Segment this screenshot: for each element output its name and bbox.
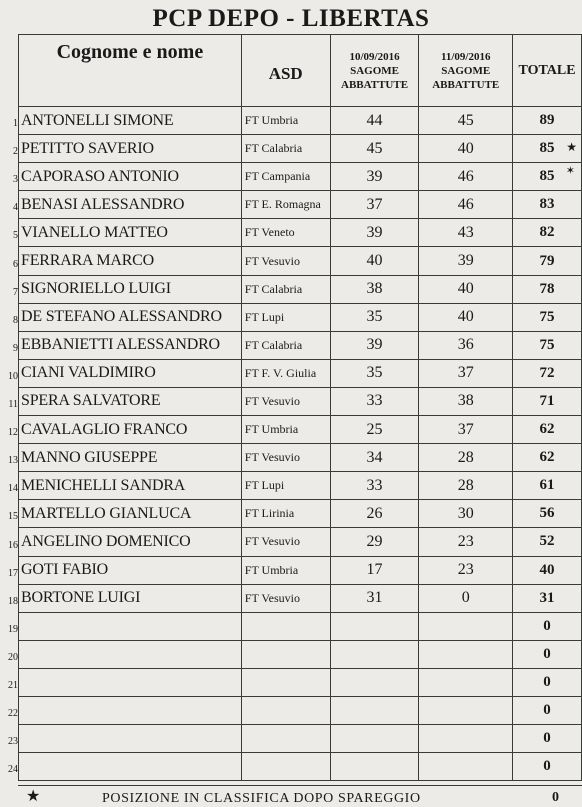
score-day1: [330, 107, 419, 135]
participant-asd-text: FT F. V. Giulia: [244, 365, 317, 380]
table-row: [19, 359, 582, 387]
header-day2-line2: ABBATTUTE: [432, 78, 500, 91]
score-total-text: 0: [543, 702, 551, 719]
participant-asd: [241, 500, 330, 528]
table-row: [19, 584, 582, 612]
score-total-text: 62: [539, 449, 555, 466]
score-day1: [330, 556, 419, 584]
score-total-text: 78: [539, 280, 555, 297]
score-day1: [330, 472, 419, 500]
participant-name-text: EBBANIETTI ALESSANDRO: [21, 336, 220, 354]
score-day1: [330, 753, 419, 781]
row-number: 16: [8, 539, 18, 551]
table-row: [19, 219, 582, 247]
score-day2-text: 38: [457, 392, 474, 410]
participant-name: [19, 219, 242, 247]
participant-asd: [241, 303, 330, 331]
score-day1-text: 25: [366, 420, 383, 438]
participant-name: [19, 331, 242, 359]
row-number: 22: [8, 708, 18, 720]
participant-asd: [241, 275, 330, 303]
score-day2: [419, 753, 513, 781]
score-day2: [419, 725, 513, 753]
participant-name-text: DE STEFANO ALESSANDRO: [21, 308, 222, 326]
participant-name: [19, 387, 242, 415]
participant-asd-text: FT Umbria: [244, 422, 299, 437]
score-day2: [419, 359, 513, 387]
score-total-text: 31: [539, 589, 555, 606]
star-icon: ★: [26, 788, 41, 805]
header-day2-date: 11/09/2016: [440, 50, 491, 63]
score-day2: [419, 247, 513, 275]
score-total: [513, 219, 582, 247]
score-day1-text: 31: [366, 589, 383, 607]
participant-asd-text: FT Campania: [244, 169, 311, 184]
score-total: [513, 416, 582, 444]
score-day1-text: 33: [366, 392, 383, 410]
participant-name-text: CIANI VALDIMIRO: [21, 364, 156, 382]
score-day2: [419, 444, 513, 472]
participant-name-text: CAPORASO ANTONIO: [21, 167, 179, 185]
row-number: 21: [8, 680, 18, 691]
score-day1: [330, 163, 419, 191]
row-number: 9: [13, 342, 18, 354]
score-day2-text: 40: [457, 280, 474, 298]
score-day1-text: 39: [366, 223, 383, 241]
score-total-text: 85: [539, 140, 555, 157]
participant-asd-text: FT E. Romagna: [244, 197, 321, 212]
row-number: 14: [8, 483, 18, 495]
score-day1-text: 17: [366, 561, 383, 579]
score-total: [513, 556, 582, 584]
score-day1: [330, 584, 419, 612]
score-day1: [330, 528, 419, 556]
score-day1-text: 35: [366, 308, 383, 326]
score-day2: [419, 163, 513, 191]
header-day2-line1: SAGOME: [441, 64, 491, 77]
participant-asd-text: FT Calabria: [244, 337, 303, 352]
participant-asd-text: FT Calabria: [244, 281, 303, 296]
score-day1-text: 37: [366, 195, 383, 213]
score-total-text: 52: [539, 533, 555, 550]
participant-name: [19, 163, 242, 191]
score-total-text: 71: [539, 392, 555, 409]
score-total-text: 82: [539, 224, 555, 241]
score-day2-text: 23: [457, 561, 474, 579]
participant-name-text: GOTI FABIO: [21, 561, 109, 579]
participant-name: [19, 668, 242, 696]
row-number: 10: [8, 370, 18, 382]
score-total-text: 89: [539, 112, 555, 129]
document-title: PCP DEPO - LIBERTAS: [152, 5, 430, 32]
score-day2-text: 46: [457, 195, 474, 213]
participant-name-text: MANNO GIUSEPPE: [21, 448, 158, 466]
score-total-text: 75: [539, 308, 555, 325]
table-row: [19, 331, 582, 359]
participant-asd: [241, 444, 330, 472]
participant-name: [19, 416, 242, 444]
score-day2-text: 36: [457, 336, 474, 354]
score-day1-text: 39: [366, 167, 383, 185]
participant-name-text: BENASI ALESSANDRO: [21, 195, 185, 213]
score-day1: [330, 359, 419, 387]
score-day1: [330, 303, 419, 331]
table-row: [19, 387, 582, 415]
score-total: [513, 107, 582, 135]
participant-asd: [241, 696, 330, 724]
score-total: [513, 275, 582, 303]
header-name: Cognome e nome: [19, 35, 242, 107]
footer-value: 0: [552, 790, 559, 805]
score-day1-text: 29: [366, 532, 383, 550]
participant-name: [19, 444, 242, 472]
score-day1: [330, 331, 419, 359]
participant-name: [19, 584, 242, 612]
score-total-text: 61: [539, 477, 555, 494]
score-total: [513, 247, 582, 275]
score-total: [513, 725, 582, 753]
participant-name: [19, 359, 242, 387]
participant-asd: [241, 219, 330, 247]
score-day1: [330, 416, 419, 444]
score-day1: [330, 500, 419, 528]
score-day1-text: 34: [366, 448, 383, 466]
participant-asd: [241, 107, 330, 135]
score-total-text: 75: [539, 336, 555, 353]
score-day1: [330, 191, 419, 219]
participant-name: [19, 191, 242, 219]
score-day1: [330, 219, 419, 247]
table-row: [19, 163, 582, 191]
star-icon: ✶: [565, 165, 575, 178]
participant-asd: [241, 640, 330, 668]
participant-asd: [241, 387, 330, 415]
row-number: 8: [13, 314, 18, 326]
score-day1: [330, 696, 419, 724]
table-row: [19, 753, 582, 781]
score-total-text: 62: [539, 421, 555, 438]
participant-name: [19, 275, 242, 303]
score-day2-text: 0: [461, 589, 470, 607]
participant-name: [19, 135, 242, 163]
participant-asd: [241, 725, 330, 753]
row-number: 5: [13, 230, 18, 242]
score-total-text: 83: [539, 196, 555, 213]
participant-name: [19, 640, 242, 668]
table-row: [19, 556, 582, 584]
score-day2: [419, 668, 513, 696]
participant-asd-text: FT Vesuvio: [244, 590, 301, 605]
participant-name-text: MARTELLO GIANLUCA: [21, 504, 192, 522]
score-day2: [419, 331, 513, 359]
header-asd: ASD: [241, 35, 330, 107]
score-total-text: 79: [539, 252, 555, 269]
score-day1: [330, 275, 419, 303]
participant-asd-text: FT Veneto: [244, 225, 295, 240]
participant-name: [19, 612, 242, 640]
score-total-text: 40: [539, 561, 555, 578]
score-day2-text: 30: [457, 504, 474, 522]
row-number: 6: [13, 258, 18, 270]
table-row: [19, 668, 582, 696]
row-number: 20: [8, 651, 18, 663]
score-day2-text: 40: [457, 139, 474, 157]
table-row: [19, 612, 582, 640]
score-day1-text: 33: [366, 476, 383, 494]
score-day2: [419, 135, 513, 163]
table-row: [19, 528, 582, 556]
score-day1: [330, 387, 419, 415]
participant-asd: [241, 359, 330, 387]
score-day2: [419, 556, 513, 584]
score-total-text: 56: [539, 505, 555, 522]
header-day1-date: 10/09/2016: [349, 50, 400, 63]
participant-name-text: MENICHELLI SANDRA: [21, 476, 186, 494]
table-header-row: [19, 35, 582, 107]
participant-asd-text: FT Umbria: [244, 113, 299, 128]
score-day2-text: 37: [457, 364, 474, 382]
score-day2: [419, 191, 513, 219]
score-day2: [419, 640, 513, 668]
score-total: [513, 753, 582, 781]
score-day1-text: 40: [366, 252, 383, 270]
participant-name: [19, 472, 242, 500]
participant-name-text: ANTONELLI SIMONE: [21, 111, 174, 129]
score-total: [513, 612, 582, 640]
score-day2: [419, 612, 513, 640]
score-day2: [419, 500, 513, 528]
score-total: [513, 584, 582, 612]
score-day2: [419, 275, 513, 303]
score-total-text: 0: [543, 617, 551, 634]
participant-name-text: FERRARA MARCO: [21, 252, 154, 270]
score-total-text: 0: [543, 673, 551, 690]
participant-name: [19, 696, 242, 724]
row-number: 18: [8, 595, 18, 607]
table-row: [19, 725, 582, 753]
score-day1: [330, 640, 419, 668]
footer-text: POSIZIONE IN CLASSIFICA DOPO SPAREGGIO: [102, 791, 421, 806]
row-number: 7: [13, 286, 18, 298]
table-row: [19, 135, 582, 163]
score-day2-text: 46: [457, 167, 474, 185]
participant-name: [19, 303, 242, 331]
score-total: [513, 668, 582, 696]
row-number: 2: [13, 146, 18, 158]
table-row: [19, 191, 582, 219]
participant-asd: [241, 416, 330, 444]
score-day2-text: 39: [457, 252, 474, 270]
score-total: [513, 359, 582, 387]
score-day1-text: 39: [366, 336, 383, 354]
score-day2-text: 43: [457, 223, 474, 241]
participant-asd-text: FT Vesuvio: [244, 534, 301, 549]
participant-asd-text: FT Vesuvio: [244, 393, 301, 408]
score-day1: [330, 444, 419, 472]
results-table: [18, 34, 582, 781]
score-total: [513, 640, 582, 668]
table-row: [19, 472, 582, 500]
participant-asd: [241, 163, 330, 191]
score-total: [513, 528, 582, 556]
participant-asd-text: FT Lupi: [244, 309, 285, 324]
participant-asd-text: FT Lupi: [244, 478, 285, 493]
score-day1: [330, 612, 419, 640]
score-day2: [419, 584, 513, 612]
score-total: [513, 303, 582, 331]
row-number: 1: [13, 118, 18, 129]
score-total-text: 85: [539, 168, 555, 185]
score-day2-text: 28: [457, 476, 474, 494]
header-day1-line1: SAGOME: [350, 64, 399, 77]
header-day2: [419, 35, 513, 107]
score-total: [513, 191, 582, 219]
score-day1-text: 38: [366, 280, 383, 298]
score-total-text: 0: [543, 645, 551, 662]
score-total: [513, 500, 582, 528]
participant-name-text: VIANELLO MATTEO: [21, 223, 168, 241]
table-row: [19, 303, 582, 331]
participant-name: [19, 753, 242, 781]
score-total: [513, 135, 582, 163]
participant-asd: [241, 331, 330, 359]
score-day2: [419, 528, 513, 556]
score-total: [513, 387, 582, 415]
participant-name-text: SIGNORIELLO LUIGI: [21, 280, 171, 298]
participant-asd-text: FT Vesuvio: [244, 253, 301, 268]
row-number: 15: [8, 511, 18, 523]
score-day1: [330, 247, 419, 275]
participant-asd: [241, 668, 330, 696]
table-row: [19, 107, 582, 135]
participant-asd-text: FT Vesuvio: [244, 450, 301, 465]
participant-asd: [241, 472, 330, 500]
table-body: [19, 107, 582, 781]
participant-name: [19, 556, 242, 584]
score-day2: [419, 219, 513, 247]
participant-asd: [241, 528, 330, 556]
score-total-text: 0: [543, 730, 551, 747]
score-day1-text: 26: [366, 504, 383, 522]
score-day2: [419, 107, 513, 135]
footer-note: [18, 785, 582, 806]
score-total: [513, 472, 582, 500]
score-total: [513, 696, 582, 724]
table-row: [19, 640, 582, 668]
row-number: 3: [13, 174, 18, 186]
participant-asd: [241, 612, 330, 640]
participant-asd: [241, 556, 330, 584]
score-day2: [419, 303, 513, 331]
score-total-text: 72: [539, 364, 555, 381]
participant-asd: [241, 247, 330, 275]
participant-asd: [241, 135, 330, 163]
score-day1-text: 44: [366, 111, 383, 129]
score-day1: [330, 668, 419, 696]
participant-asd: [241, 191, 330, 219]
participant-name-text: PETITTO SAVERIO: [21, 139, 154, 157]
participant-name-text: ANGELINO DOMENICO: [21, 532, 191, 550]
score-day2-text: 45: [457, 111, 474, 129]
row-number: 19: [8, 623, 18, 635]
row-number: 17: [8, 567, 18, 579]
score-total: [513, 444, 582, 472]
participant-asd: [241, 753, 330, 781]
row-number: 24: [8, 764, 18, 776]
score-day2-text: 37: [457, 420, 474, 438]
row-number: 4: [13, 202, 18, 214]
score-total-text: 0: [543, 758, 551, 775]
participant-asd: [241, 584, 330, 612]
row-number: 12: [8, 427, 18, 439]
score-total: [513, 163, 582, 191]
participant-name-text: CAVALAGLIO FRANCO: [21, 420, 188, 438]
participant-name-text: BORTONE LUIGI: [21, 589, 141, 607]
participant-asd-text: FT Calabria: [244, 141, 303, 156]
participant-asd-text: FT Lirinia: [244, 506, 295, 521]
score-day2-text: 23: [457, 532, 474, 550]
participant-name: [19, 500, 242, 528]
table-row: [19, 696, 582, 724]
star-icon: ★: [566, 140, 577, 155]
participant-name: [19, 725, 242, 753]
row-number: 23: [8, 736, 18, 748]
score-day2-text: 40: [457, 308, 474, 326]
score-total: [513, 331, 582, 359]
participant-asd-text: FT Umbria: [244, 562, 299, 577]
score-day2: [419, 387, 513, 415]
row-number: 13: [8, 455, 18, 467]
table-row: [19, 500, 582, 528]
participant-name: [19, 528, 242, 556]
score-day1: [330, 135, 419, 163]
score-day2-text: 28: [457, 448, 474, 466]
header-day1: [330, 35, 419, 107]
participant-name: [19, 107, 242, 135]
participant-name-text: SPERA SALVATORE: [21, 392, 161, 410]
table-row: [19, 275, 582, 303]
participant-name: [19, 247, 242, 275]
score-day2: [419, 696, 513, 724]
table-row: [19, 247, 582, 275]
score-day1-text: 35: [366, 364, 383, 382]
table-row: [19, 416, 582, 444]
score-day2: [419, 472, 513, 500]
header-day1-line2: ABBATTUTE: [341, 78, 409, 91]
score-day2: [419, 416, 513, 444]
score-day1-text: 45: [366, 139, 383, 157]
header-total: TOTALE: [513, 35, 582, 107]
row-number: 11: [8, 399, 18, 410]
table-row: [19, 444, 582, 472]
score-day1: [330, 725, 419, 753]
